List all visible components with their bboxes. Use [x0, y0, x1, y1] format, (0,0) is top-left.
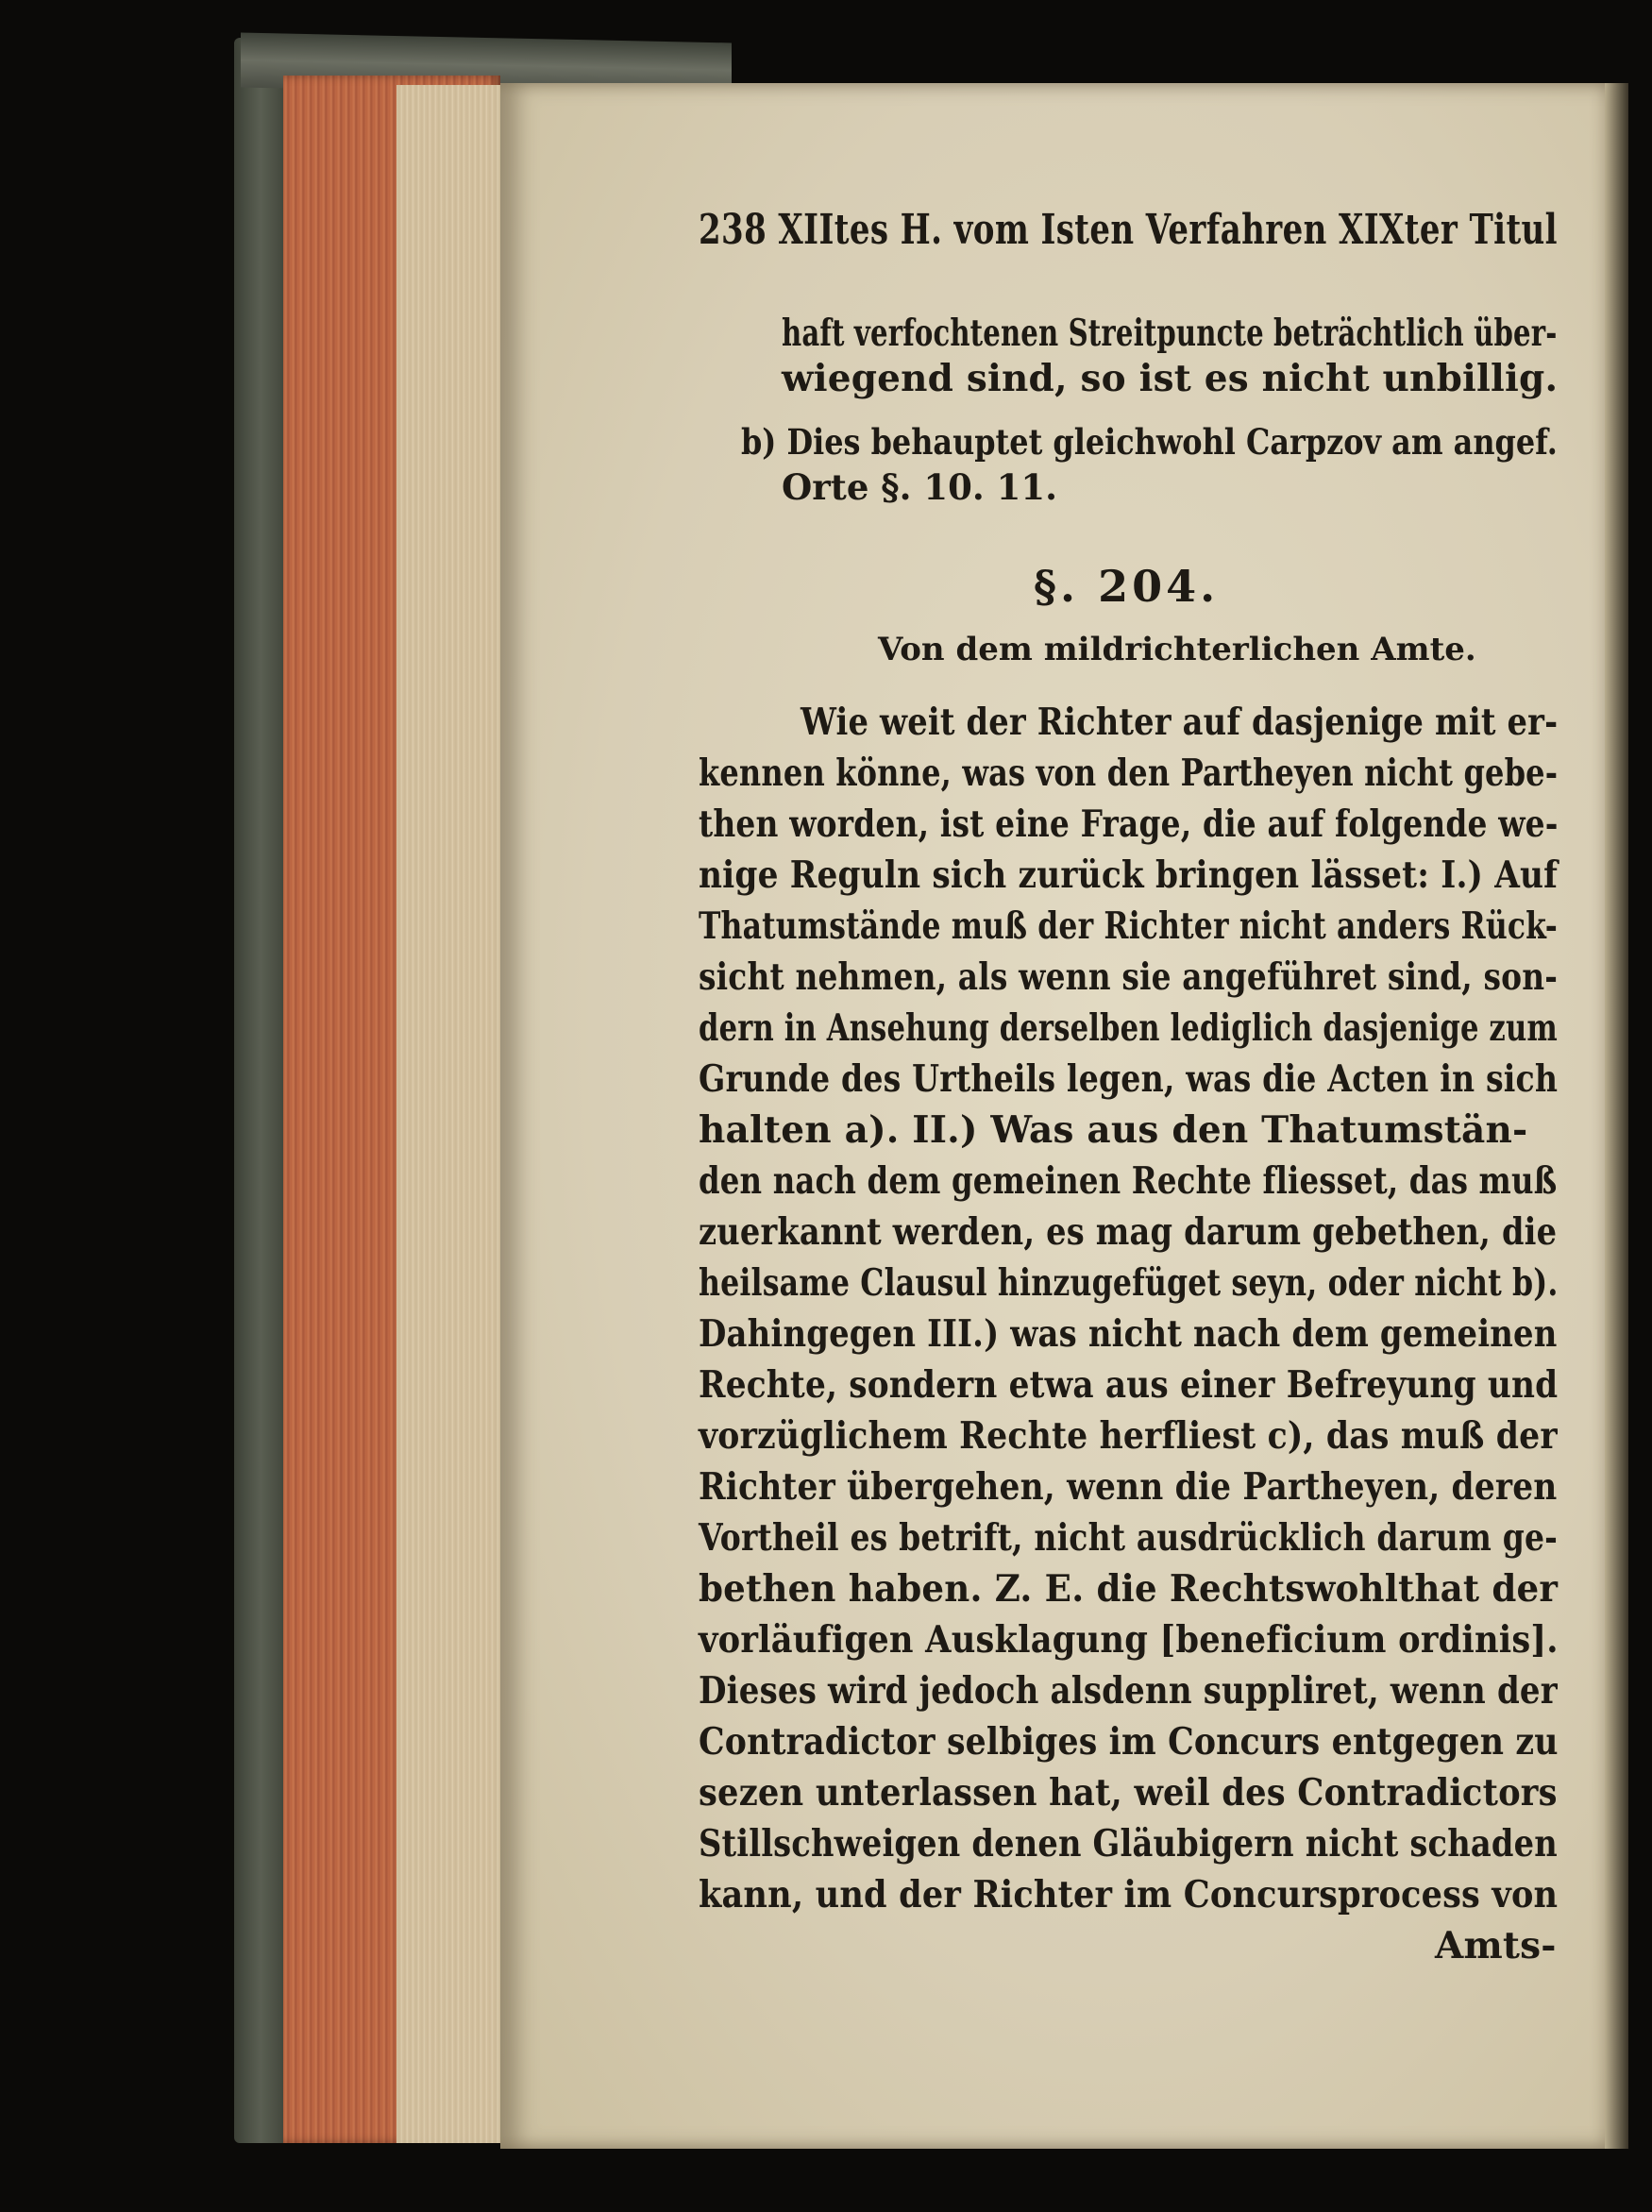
body-line: Rechte, sondern etwa aus einer Befreyung und — [699, 1363, 1559, 1407]
body-line: nige Reguln sich zurück bringen lässet: I.) Auf — [699, 853, 1559, 897]
body-line: Richter übergehen, wenn die Partheyen, deren — [699, 1465, 1558, 1509]
section-number: §. 204. — [1034, 561, 1220, 612]
body-line: sezen unterlassen hat, weil des Contradictors — [699, 1771, 1558, 1815]
body-line: Wie weit der Richter auf dasjenige mit er- — [801, 701, 1559, 744]
body-line: zuerkannt werden, es mag darum gebethen, die — [699, 1210, 1558, 1254]
running-header: 238 XIItes H. vom Isten Verfahren XIXter Titul — [699, 206, 1558, 254]
body-line: Grunde des Urtheils legen, was die Acten in sich — [699, 1057, 1559, 1101]
body-line: kennen könne, was von den Partheyen nicht gebe- — [699, 751, 1559, 795]
body-line: kann, und der Richter im Concursprocess von — [699, 1873, 1559, 1917]
body-line: then worden, ist eine Frage, die auf folgende we- — [699, 802, 1559, 846]
body-line: Dahingegen III.) was nicht nach dem gemeinen — [699, 1312, 1558, 1356]
body-line: Stillschweigen denen Gläubigern nicht schaden — [699, 1822, 1558, 1866]
body-line: bethen haben. Z. E. die Rechtswohlthat der — [699, 1567, 1559, 1611]
footnote-line: wiegend sind, so ist es nicht unbillig. — [782, 357, 1559, 400]
page-gutter-shadow — [1605, 83, 1628, 2149]
body-line: vorläufigen Ausklagung [beneficium ordinis]. — [699, 1618, 1559, 1662]
body-line: sicht nehmen, als wenn sie angeführet sind, son- — [699, 955, 1559, 999]
section-title: Von dem mildrichterlichen Amte. — [878, 631, 1476, 668]
body-line: Thatumstände muß der Richter nicht anders Rück- — [699, 904, 1559, 948]
body-line: halten a). II.) Was aus den Thatumstän- — [699, 1108, 1528, 1152]
body-line: Vortheil es betrift, nicht ausdrücklich darum ge- — [699, 1516, 1559, 1560]
body-line: dern in Ansehung derselben lediglich dasjenige zum — [699, 1006, 1558, 1050]
body-line: heilsame Clausul hinzugefüget seyn, oder nicht b). — [699, 1261, 1559, 1305]
footnote-b: b) Dies behauptet gleichwohl Carpzov am angef. — [741, 421, 1558, 463]
body-line: den nach dem gemeinen Rechte fliesset, das muß — [699, 1159, 1558, 1203]
page-edges-inner — [396, 85, 505, 2143]
body-line: Contradictor selbiges im Concurs entgegen zu — [699, 1720, 1559, 1764]
body-line: Dieses wird jedoch alsdenn suppliret, wenn der — [699, 1669, 1558, 1713]
footnote-b-line2: Orte §. 10. 11. — [782, 466, 1057, 508]
catchword: Amts- — [1435, 1924, 1557, 1967]
body-line: vorzüglichem Rechte herfliest c), das muß der — [699, 1414, 1558, 1458]
footnote-line: haft verfochtenen Streitpuncte beträchtlich über- — [782, 312, 1558, 355]
